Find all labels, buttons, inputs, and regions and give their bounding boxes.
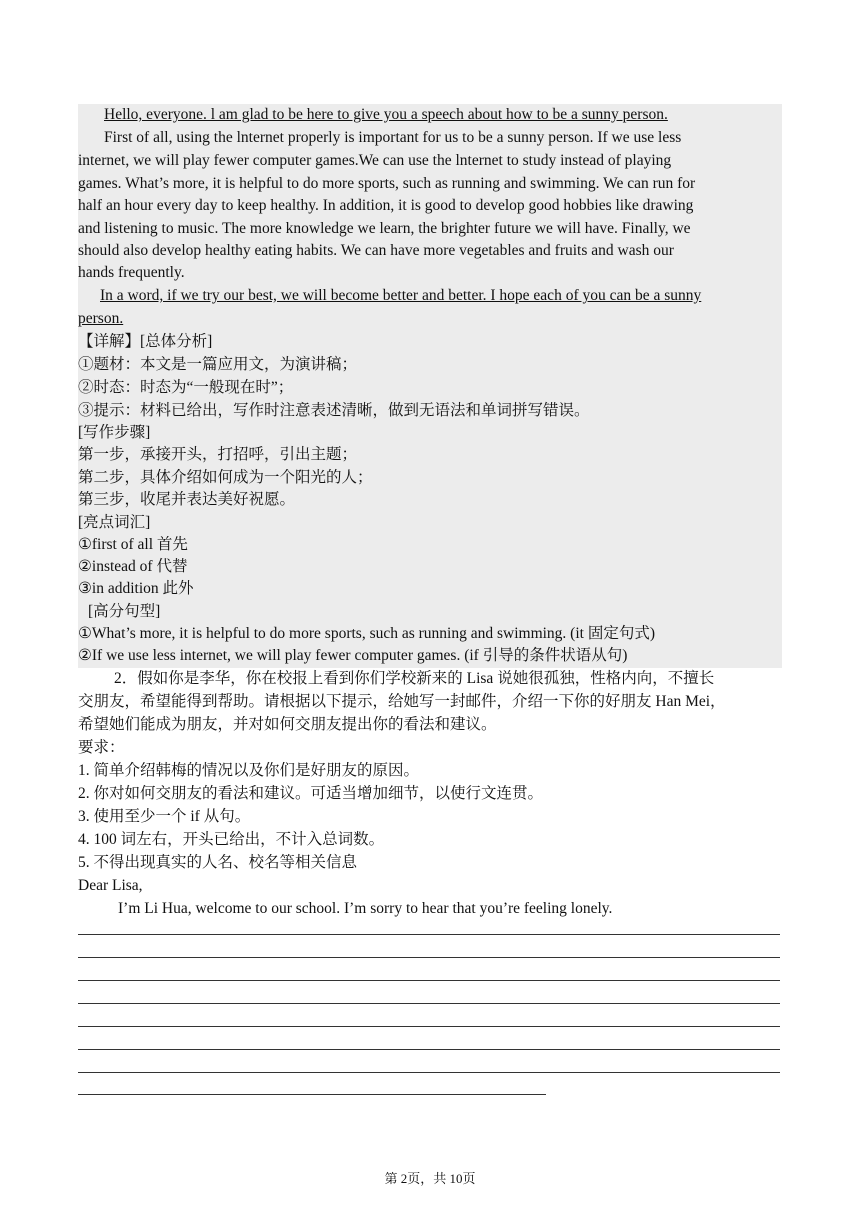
answer-blank-line[interactable] [78,934,780,935]
answer-blank-line[interactable] [78,1003,780,1004]
essay-line: games. What’s more, it is helpful to do more sports, such as running and swimming. We can run for [78,175,696,192]
essay-line: Hello, everyone. l am glad to be here to give you a speech about how to be a sunny person. [104,106,668,123]
essay-line: In a word, if we try our best, we will become better and better. I hope each of you can be a sunny [100,287,702,304]
question-prompt-line: 交朋友，希望能得到帮助。请根据以下提示，给她写一封邮件，介绍一下你的好朋友 Han Mei， [78,693,726,710]
essay-line: internet, we will play fewer computer games.We can use the lnternet to study instead of playing [78,152,672,169]
analysis-line: ③提示：材料已给出，写作时注意表述清晰，做到无语法和单词拼写错误。 [78,402,590,419]
essay-line: hands frequently. [78,264,185,281]
analysis-line: 【详解】[总体分析] [78,333,213,350]
letter-opening: I’m Li Hua, welcome to our school. I’m sorry to hear that you’re feeling lonely. [118,900,613,917]
analysis-line: ①What’s more, it is helpful to do more sports, such as running and swimming. (it 固定句式) [78,625,655,642]
essay-line: person. [78,310,124,327]
essay-line: should also develop healthy eating habits. We can have more vegetables and fruits and wash our [78,242,674,259]
answer-blank-line[interactable] [78,1049,780,1050]
answer-blank-line[interactable] [78,1094,546,1095]
letter-salutation: Dear Lisa, [78,877,143,894]
analysis-line: ②instead of 代替 [78,558,188,575]
analysis-line: ③in addition 此外 [78,580,194,597]
answer-blank-line[interactable] [78,1072,780,1073]
answer-blank-line[interactable] [78,1026,780,1027]
requirement-item: 3. 使用至少一个 if 从句。 [78,808,251,825]
analysis-line: 第二步，具体介绍如何成为一个阳光的人； [78,469,373,486]
requirement-item: 5. 不得出现真实的人名、校名等相关信息 [78,854,358,871]
requirements-title: 要求： [78,739,125,756]
answer-blank-line[interactable] [78,980,780,981]
analysis-line: [高分句型] [88,603,161,620]
analysis-line: ①题材：本文是一篇应用文，为演讲稿； [78,356,358,373]
analysis-line: 第一步，承接开头，打招呼，引出主题； [78,446,358,463]
essay-line: half an hour every day to keep healthy. In addition, it is good to develop good hobbies like drawing [78,197,694,214]
question-prompt-line: 2．假如你是李华，你在校报上看到你们学校新来的 Lisa 说她很孤独，性格内向，不擅长 [114,670,715,687]
requirement-item: 4. 100 词左右，开头已给出，不计入总词数。 [78,831,385,848]
analysis-line: [亮点词汇] [78,514,151,531]
essay-line: and listening to music. The more knowledge we learn, the brighter future we will have. Finally, we [78,220,691,237]
question-prompt-line: 希望她们能成为朋友，并对如何交朋友提出你的看法和建议。 [78,716,497,733]
analysis-line: 第三步，收尾并表达美好祝愿。 [78,491,296,508]
essay-line: First of all, using the lnternet properly is important for us to be a sunny person. If we use less [104,129,682,146]
requirement-item: 1. 简单介绍韩梅的情况以及你们是好朋友的原因。 [78,762,420,779]
requirement-item: 2. 你对如何交朋友的看法和建议。可适当增加细节，以使行文连贯。 [78,785,544,802]
analysis-line: ②If we use less internet, we will play fewer computer games. (if 引导的条件状语从句) [78,647,628,664]
page-number: 第 2页，共 10页 [384,1171,476,1186]
analysis-line: ②时态：时态为“一般现在时”； [78,379,294,396]
analysis-line: [写作步骤] [78,424,151,441]
answer-blank-line[interactable] [78,957,780,958]
analysis-line: ①first of all 首先 [78,536,188,553]
